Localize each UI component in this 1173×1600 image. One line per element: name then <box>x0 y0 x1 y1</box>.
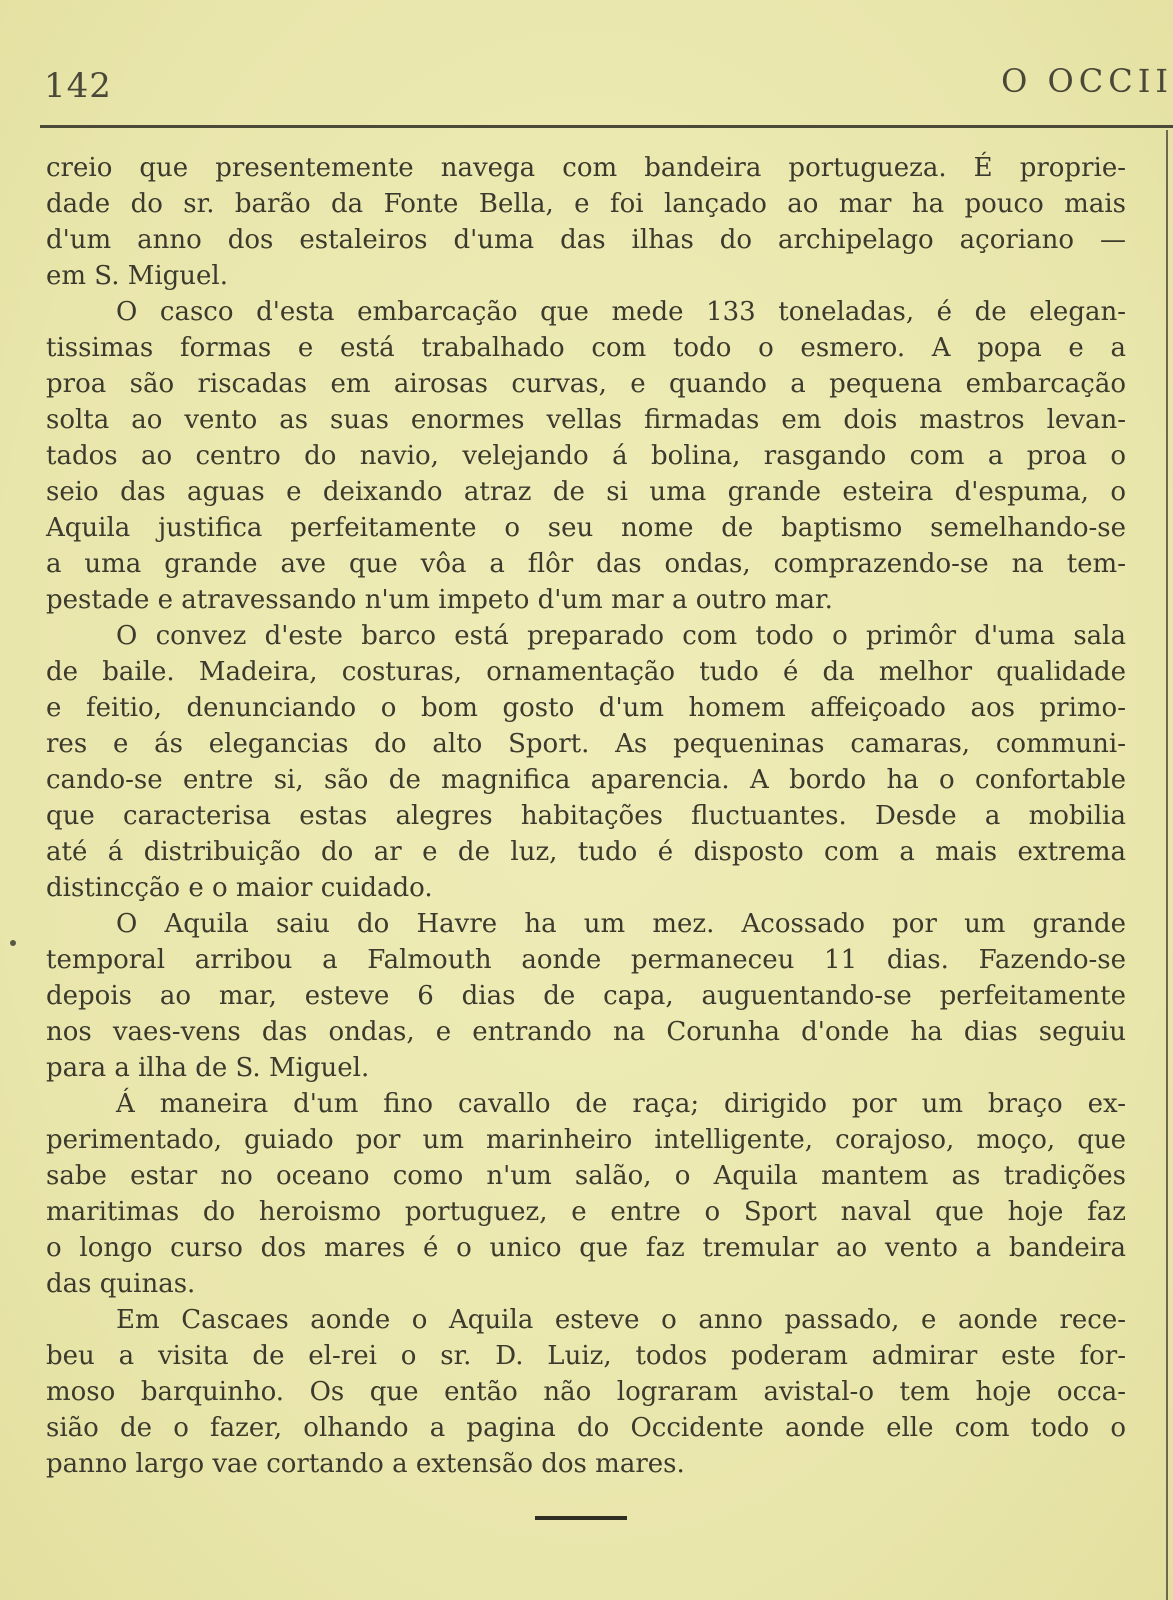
text-line: das quinas. <box>46 1269 196 1299</box>
text-line: Á maneira d'um fino cavallo de raça; dirigido por um braço ex- <box>116 1089 1126 1119</box>
text-line: solta ao vento as suas enormes vellas firmadas em dois mastros levan- <box>46 405 1126 435</box>
text-line: e feitio, denunciando o bom gosto d'um homem affeiçoado aos primo- <box>46 693 1126 723</box>
text-line: até á distribuição do ar e de luz, tudo é disposto com a mais extrema <box>46 837 1126 867</box>
text-line: o longo curso dos mares é o unico que faz tremular ao vento a bandeira <box>46 1233 1126 1263</box>
text-line: O convez d'este barco está preparado com todo o primôr d'uma sala <box>116 621 1126 651</box>
text-line: de baile. Madeira, costuras, ornamentação tudo é da melhor qualidade <box>46 657 1126 687</box>
text-line: temporal arribou a Falmouth aonde permaneceu 11 dias. Fazendo-se <box>46 945 1126 975</box>
text-line: tissimas formas e está trabalhado com todo o esmero. A popa e a <box>46 333 1126 363</box>
text-line: Aquila justifica perfeitamente o seu nome de baptismo semelhando-se <box>46 513 1126 543</box>
text-line: que caracterisa estas alegres habitações fluctuantes. Desde a mobilia <box>46 801 1126 831</box>
text-line: a uma grande ave que vôa a flôr das ondas, comprazendo-se na tem- <box>46 549 1126 579</box>
column-rule <box>1166 130 1168 1600</box>
article-body <box>46 150 1126 1482</box>
text-line: para a ilha de S. Miguel. <box>46 1053 370 1083</box>
page-number: 142 <box>44 66 112 106</box>
text-line: perimentado, guiado por um marinheiro intelligente, corajoso, moço, que <box>46 1125 1126 1155</box>
text-line: distincção e o maior cuidado. <box>46 873 433 903</box>
running-header: O OCCII <box>1001 62 1173 100</box>
text-line: sião de o fazer, olhando a pagina do Occidente aonde elle com todo o <box>46 1413 1126 1443</box>
text-line: res e ás elegancias do alto Sport. As pequeninas camaras, communi- <box>46 729 1126 759</box>
text-line: O casco d'esta embarcação que mede 133 toneladas, é de elegan- <box>116 297 1126 327</box>
text-line: tados ao centro do navio, velejando á bolina, rasgando com a proa o <box>46 441 1126 471</box>
text-line: Em Cascaes aonde o Aquila esteve o anno passado, e aonde rece- <box>116 1305 1126 1335</box>
header-rule <box>40 125 1173 128</box>
text-line: moso barquinho. Os que então não lograram avistal-o tem hoje occa- <box>46 1377 1126 1407</box>
text-line: beu a visita de el-rei o sr. D. Luiz, todos poderam admirar este for- <box>46 1341 1126 1371</box>
margin-dot <box>10 940 16 946</box>
text-line: seio das aguas e deixando atraz de si uma grande esteira d'espuma, o <box>46 477 1126 507</box>
text-line: sabe estar no oceano como n'um salão, o Aquila mantem as tradições <box>46 1161 1126 1191</box>
text-line: depois ao mar, esteve 6 dias de capa, auguentando-se perfeitamente <box>46 981 1126 1011</box>
text-line: panno largo vae cortando a extensão dos mares. <box>46 1449 685 1479</box>
text-line: proa são riscadas em airosas curvas, e quando a pequena embarcação <box>46 369 1126 399</box>
text-line: pestade e atravessando n'um impeto d'um mar a outro mar. <box>46 585 833 615</box>
text-line: dade do sr. barão da Fonte Bella, e foi lançado ao mar ha pouco mais <box>46 189 1126 219</box>
text-line: O Aquila saiu do Havre ha um mez. Acossado por um grande <box>116 909 1126 939</box>
text-line: d'um anno dos estaleiros d'uma das ilhas do archipelago açoriano — <box>46 225 1126 255</box>
text-line: maritimas do heroismo portuguez, e entre o Sport naval que hoje faz <box>46 1197 1126 1227</box>
text-line: creio que presentemente navega com bandeira portugueza. É proprie- <box>46 153 1126 183</box>
text-line: nos vaes-vens das ondas, e entrando na Corunha d'onde ha dias seguiu <box>46 1017 1126 1047</box>
end-rule <box>535 1516 627 1520</box>
text-line: cando-se entre si, são de magnifica aparencia. A bordo ha o confortable <box>46 765 1126 795</box>
text-line: em S. Miguel. <box>46 261 229 291</box>
